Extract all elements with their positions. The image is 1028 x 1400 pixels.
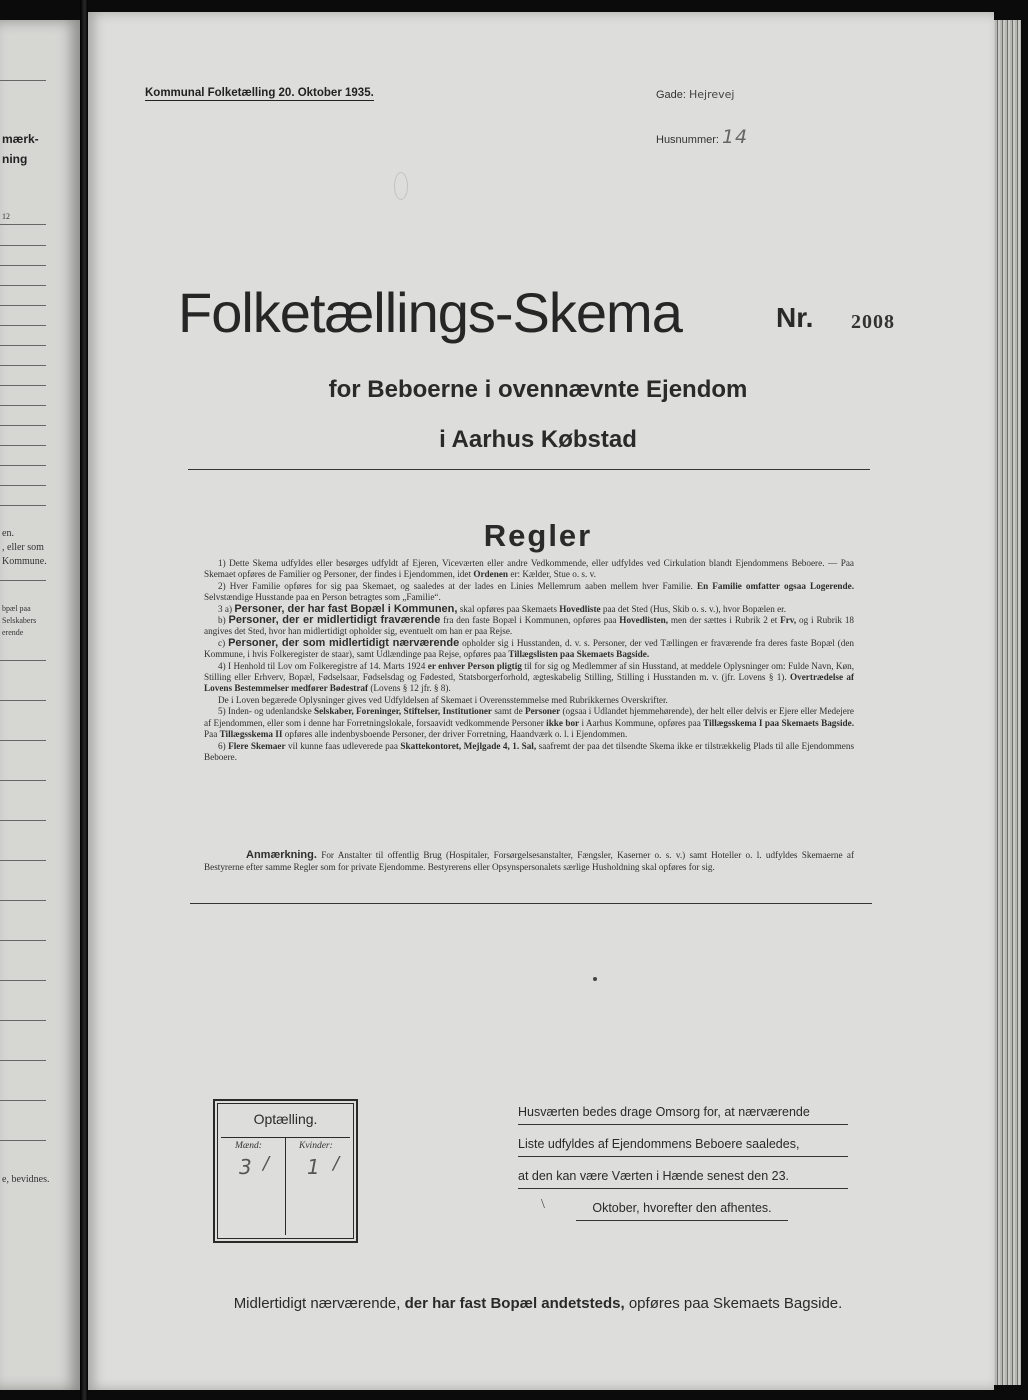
footer-note xyxy=(88,1295,988,1312)
rule-3b: b) Personer, der er midlertidigt fraværende fra den faste Bopæl i Kommunen, opføres paa Hovedlisten, men der sættes i Rubrik 2 et Frv, og i Rubrik 18 angives det Sted, hvor han midlertidigt opholder sig, eventuelt om han er paa Rejse. xyxy=(204,614,855,637)
left-snippet: bpæl paa xyxy=(2,604,31,613)
street-label: Gade: xyxy=(656,89,686,101)
left-rule xyxy=(0,445,46,446)
men-tick: / xyxy=(263,1153,270,1174)
notice-line: Husværten bedes drage Omsorg for, at nærværende xyxy=(518,1102,848,1125)
rules-text xyxy=(204,558,854,763)
house-number-field xyxy=(656,126,748,148)
house-number-value: 14 xyxy=(721,126,749,148)
men-value: 3 xyxy=(239,1155,252,1179)
left-snippet: Kommune. xyxy=(2,556,47,567)
left-rule xyxy=(0,1060,46,1061)
left-rule xyxy=(0,505,46,506)
left-rule xyxy=(0,80,46,81)
women-value: 1 xyxy=(307,1155,320,1179)
form-title: Folketællings-Skema xyxy=(178,281,682,344)
left-snippet: erende xyxy=(2,628,24,637)
left-heading-2: ning xyxy=(2,152,28,166)
left-snippet: , eller som xyxy=(2,542,44,553)
left-rule xyxy=(0,980,46,981)
book-gutter xyxy=(80,0,88,1400)
left-rule xyxy=(0,820,46,821)
left-rule xyxy=(0,385,46,386)
left-rule xyxy=(0,900,46,901)
count-box xyxy=(213,1099,358,1243)
notice-line: at den kan være Værten i Hænde senest den 23. xyxy=(518,1166,848,1189)
footer-post: opføres paa Skemaets Bagside. xyxy=(628,1295,843,1312)
rule-3c: c) Personer, der som midlertidigt nærværende opholder sig i Husstanden, d. v. s. Personer, der ved Tællingen er fraværende fra deres faste Bopæl (den Kommune, i hvis Folkeregister de staar), samt Udlændinge paa Rejse, opføres paa Tillægslisten paa Skemaets Bagside. xyxy=(204,636,855,660)
census-title: Kommunal Folketælling 20. Oktober 1935. xyxy=(145,87,374,99)
left-rule xyxy=(0,780,46,781)
left-rule xyxy=(0,365,46,366)
left-rule xyxy=(0,485,46,486)
left-rule xyxy=(0,345,46,346)
form-number-value: 2008 xyxy=(851,311,895,333)
count-box-divider xyxy=(285,1137,286,1235)
rules-heading: Regler xyxy=(483,518,593,553)
women-label: Kvinder: xyxy=(299,1141,333,1151)
footer-bold: der har fast Bopæl andetsteds, xyxy=(404,1295,625,1312)
note-body: For Anstalter til offentlig Brug (Hospitaler, Forsørgelsesanstalter, Fængsler, Kaserner o. s. v.) samt Hoteller o. l. udfyldes Skemaerne af Bestyrerne efter samme Regler som for private Ejendomme. Bestyrerens eller Opsynspersonalets særlige Husholdning skal opføres for sig. xyxy=(204,850,855,872)
left-rule xyxy=(0,405,46,406)
left-heading-1: mærk- xyxy=(2,132,39,146)
left-rule xyxy=(0,285,46,286)
street-field xyxy=(656,88,734,101)
left-rule xyxy=(0,940,46,941)
ink-mark: \ xyxy=(541,1197,545,1212)
left-rule xyxy=(0,860,46,861)
rule-5: 5) Inden- og udenlandske Selskaber, Foreninger, Stiftelser, Institutioner samt de Personer (ogsaa i Udlandet hjemmehørende), der helt eller delvis er Ejere eller Medejere af Ejendommen, eller som i denne har Forretningslokale, forsaavidt vedkommende Personer ikke bor i Aarhus Kommune, opføres paa Tillægsskema I paa Skemaets Bagside. Paa Tillægsskema II opføres alle indenbysboende Personer, der driver Forretning, Haandværk o. l. i Ejendommen. xyxy=(204,706,855,740)
rule-6: 6) Flere Skemaer vil kunne faas udleverede paa Skattekontoret, Mejlgade 4, 1. Sal, saafremt der paa det tilsendte Skema ikke er tilstrækkelig Plads til alle Ejendommens Beboere. xyxy=(204,740,855,762)
left-rule xyxy=(0,1020,46,1021)
left-col-number: 12 xyxy=(2,212,10,221)
count-box-title: Optælling. xyxy=(253,1111,318,1127)
census-form-page xyxy=(88,12,994,1390)
house-number-label: Husnummer: xyxy=(656,134,719,146)
rule-4: 4) I Henhold til Lov om Folkeregistre af 14. Marts 1924 er enhver Person pligtig til for sig og Medlemmer af sin Husstand, at meddele Oplysninger om: Fulde Navn, Køn, Stilling eller Erhverv, Bopæl, Fødselsaar, Fødselsdag og Fødested, Statsborgerforhold, ægteskabelig Stilling, Stilling i Husstanden m. v. (jfr. Lovens § 1). Overtrædelse af Lovens Bestemmelser medfører Bødestraf (Lovens § 12 jfr. § 8). xyxy=(204,660,855,694)
note-label: Anmærkning. xyxy=(246,849,317,861)
notice-line: Liste udfyldes af Ejendommens Beboere saaledes, xyxy=(518,1134,848,1157)
left-rule xyxy=(0,245,46,246)
divider xyxy=(190,903,872,904)
form-subtitle-1: for Beboerne i ovennævnte Ejendom xyxy=(328,376,748,403)
rule-1: 1) Dette Skema udfyldes eller besørges udfyldt af Ejeren, Viceværten eller andre Vedkommende, eller udfyldes ved Cirkulation blandt Ejendommens Beboere. — Paa Skemaet opføres de Familier og Personer, der findes i Ejendommen, idet Ordenen er: Kælder, Stue o. s. v. xyxy=(204,558,854,580)
men-label: Mænd: xyxy=(235,1141,262,1151)
divider xyxy=(188,469,870,470)
rule-3a: 3 a) Personer, der har fast Bopæl i Kommunen, skal opføres paa Skemaets Hovedliste paa det Sted (Hus, Skib o. s. v.), hvor Bopælen er. xyxy=(218,602,787,615)
note-text xyxy=(204,850,854,873)
landlord-notice xyxy=(518,1102,848,1230)
left-rule xyxy=(0,660,46,661)
left-rule xyxy=(0,740,46,741)
left-rule xyxy=(0,700,46,701)
footer-pre: Midlertidigt nærværende, xyxy=(233,1295,401,1312)
left-rule xyxy=(0,224,46,225)
left-rule xyxy=(0,305,46,306)
ink-dot xyxy=(593,977,597,981)
left-snippet: e, bevidnes. xyxy=(2,1174,50,1185)
left-rule xyxy=(0,580,46,581)
notice-line: Oktober, hvorefter den afhentes. xyxy=(576,1198,788,1221)
left-rule xyxy=(0,325,46,326)
left-rule xyxy=(0,1100,46,1101)
left-rule xyxy=(0,1140,46,1141)
rule-2: 2) Hver Familie opføres for sig paa Skemaet, og saaledes at der lades en Linies Mellemrum aaben mellem hver Familie. En Familie omfatter ogsaa Logerende. Selvstændige Husstande paa en Person betragtes som „Familie“. xyxy=(204,580,854,603)
street-value: Hejrevej xyxy=(688,88,735,101)
form-number-label: Nr. xyxy=(776,302,814,333)
form-subtitle-2: i Aarhus Købstad xyxy=(439,426,637,453)
left-rule xyxy=(0,265,46,266)
left-snippet: en. xyxy=(2,528,14,539)
left-rule xyxy=(0,425,46,426)
rule-4b: De i Loven begærede Oplysninger gives ved Udfyldelsen af Skemaet i Overensstemmelse med Rubrikkernes Overskrifter. xyxy=(218,694,668,705)
left-snippet: Selskabers xyxy=(2,616,37,625)
smudge-mark xyxy=(394,172,408,200)
left-facing-page xyxy=(0,20,80,1390)
left-rule xyxy=(0,465,46,466)
women-tick: / xyxy=(333,1153,340,1174)
